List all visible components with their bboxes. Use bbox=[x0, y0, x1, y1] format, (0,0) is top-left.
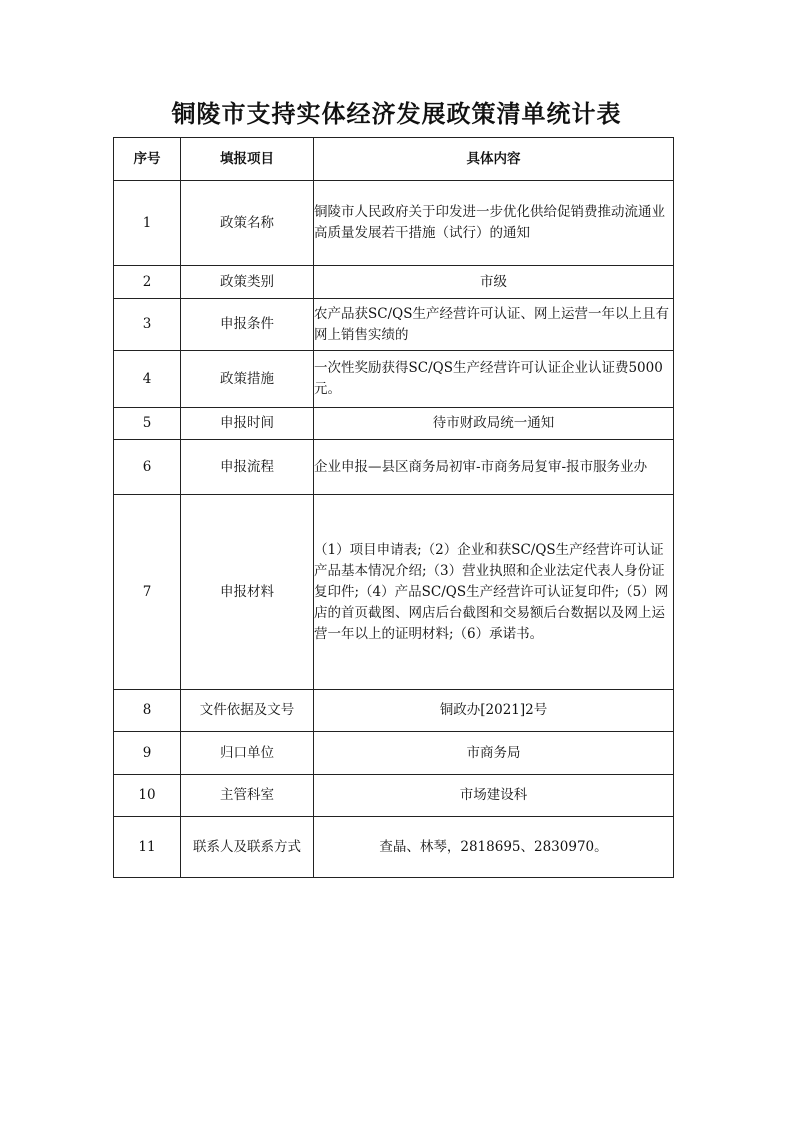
row-item: 归口单位 bbox=[181, 732, 314, 775]
row-item: 文件依据及文号 bbox=[181, 690, 314, 732]
row-content: （1）项目申请表;（2）企业和获SC/QS生产经营许可认证产品基本情况介绍;（3）营业执照和企业法定代表人身份证复印件;（4）产品SC/QS生产经营许可认证复印件;（5）网店的首页截图、网店后台截图和交易额后台数据以及网上运营一年以上的证明材料;（6）承诺书。 bbox=[314, 495, 674, 690]
row-content: 市商务局 bbox=[314, 732, 674, 775]
row-index: 6 bbox=[114, 440, 181, 495]
table-row bbox=[114, 408, 674, 440]
table-row bbox=[114, 266, 674, 299]
row-content: 市场建设科 bbox=[314, 775, 674, 817]
row-content: 待市财政局统一通知 bbox=[314, 408, 674, 440]
row-content: 铜政办[2021]2号 bbox=[314, 690, 674, 732]
table-row bbox=[114, 690, 674, 732]
row-item: 联系人及联系方式 bbox=[181, 817, 314, 878]
row-item: 申报流程 bbox=[181, 440, 314, 495]
row-index: 5 bbox=[114, 408, 181, 440]
row-index: 10 bbox=[114, 775, 181, 817]
table-row bbox=[114, 732, 674, 775]
table-row bbox=[114, 817, 674, 878]
row-content: 市级 bbox=[314, 266, 674, 299]
table-row bbox=[114, 181, 674, 266]
row-index: 2 bbox=[114, 266, 181, 299]
row-content: 企业申报—县区商务局初审-市商务局复审-报市服务业办 bbox=[314, 440, 674, 495]
row-item: 申报材料 bbox=[181, 495, 314, 690]
row-index: 8 bbox=[114, 690, 181, 732]
table-row bbox=[114, 299, 674, 351]
row-item: 申报条件 bbox=[181, 299, 314, 351]
table-row bbox=[114, 775, 674, 817]
document-title: 铜陵市支持实体经济发展政策清单统计表 bbox=[171, 100, 622, 128]
row-content: 铜陵市人民政府关于印发进一步优化供给促销费推动流通业高质量发展若干措施（试行）的通知 bbox=[314, 181, 674, 266]
row-item: 政策措施 bbox=[181, 351, 314, 408]
policy-table bbox=[113, 137, 674, 878]
row-index: 9 bbox=[114, 732, 181, 775]
row-index: 1 bbox=[114, 181, 181, 266]
header-index: 序号 bbox=[114, 138, 181, 181]
row-item: 主管科室 bbox=[181, 775, 314, 817]
table-row bbox=[114, 495, 674, 690]
row-index: 3 bbox=[114, 299, 181, 351]
table-row bbox=[114, 440, 674, 495]
row-item: 政策名称 bbox=[181, 181, 314, 266]
row-content: 一次性奖励获得SC/QS生产经营许可认证企业认证费5000元。 bbox=[314, 351, 674, 408]
row-item: 政策类别 bbox=[181, 266, 314, 299]
row-item: 申报时间 bbox=[181, 408, 314, 440]
row-content: 农产品获SC/QS生产经营许可认证、网上运营一年以上且有网上销售实绩的 bbox=[314, 299, 674, 351]
table-header-row bbox=[114, 138, 674, 181]
row-index: 4 bbox=[114, 351, 181, 408]
header-content: 具体内容 bbox=[314, 138, 674, 181]
row-index: 11 bbox=[114, 817, 181, 878]
row-content: 查晶、林琴，2818695、2830970。 bbox=[314, 817, 674, 878]
header-item: 填报项目 bbox=[181, 138, 314, 181]
row-index: 7 bbox=[114, 495, 181, 690]
table-row bbox=[114, 351, 674, 408]
